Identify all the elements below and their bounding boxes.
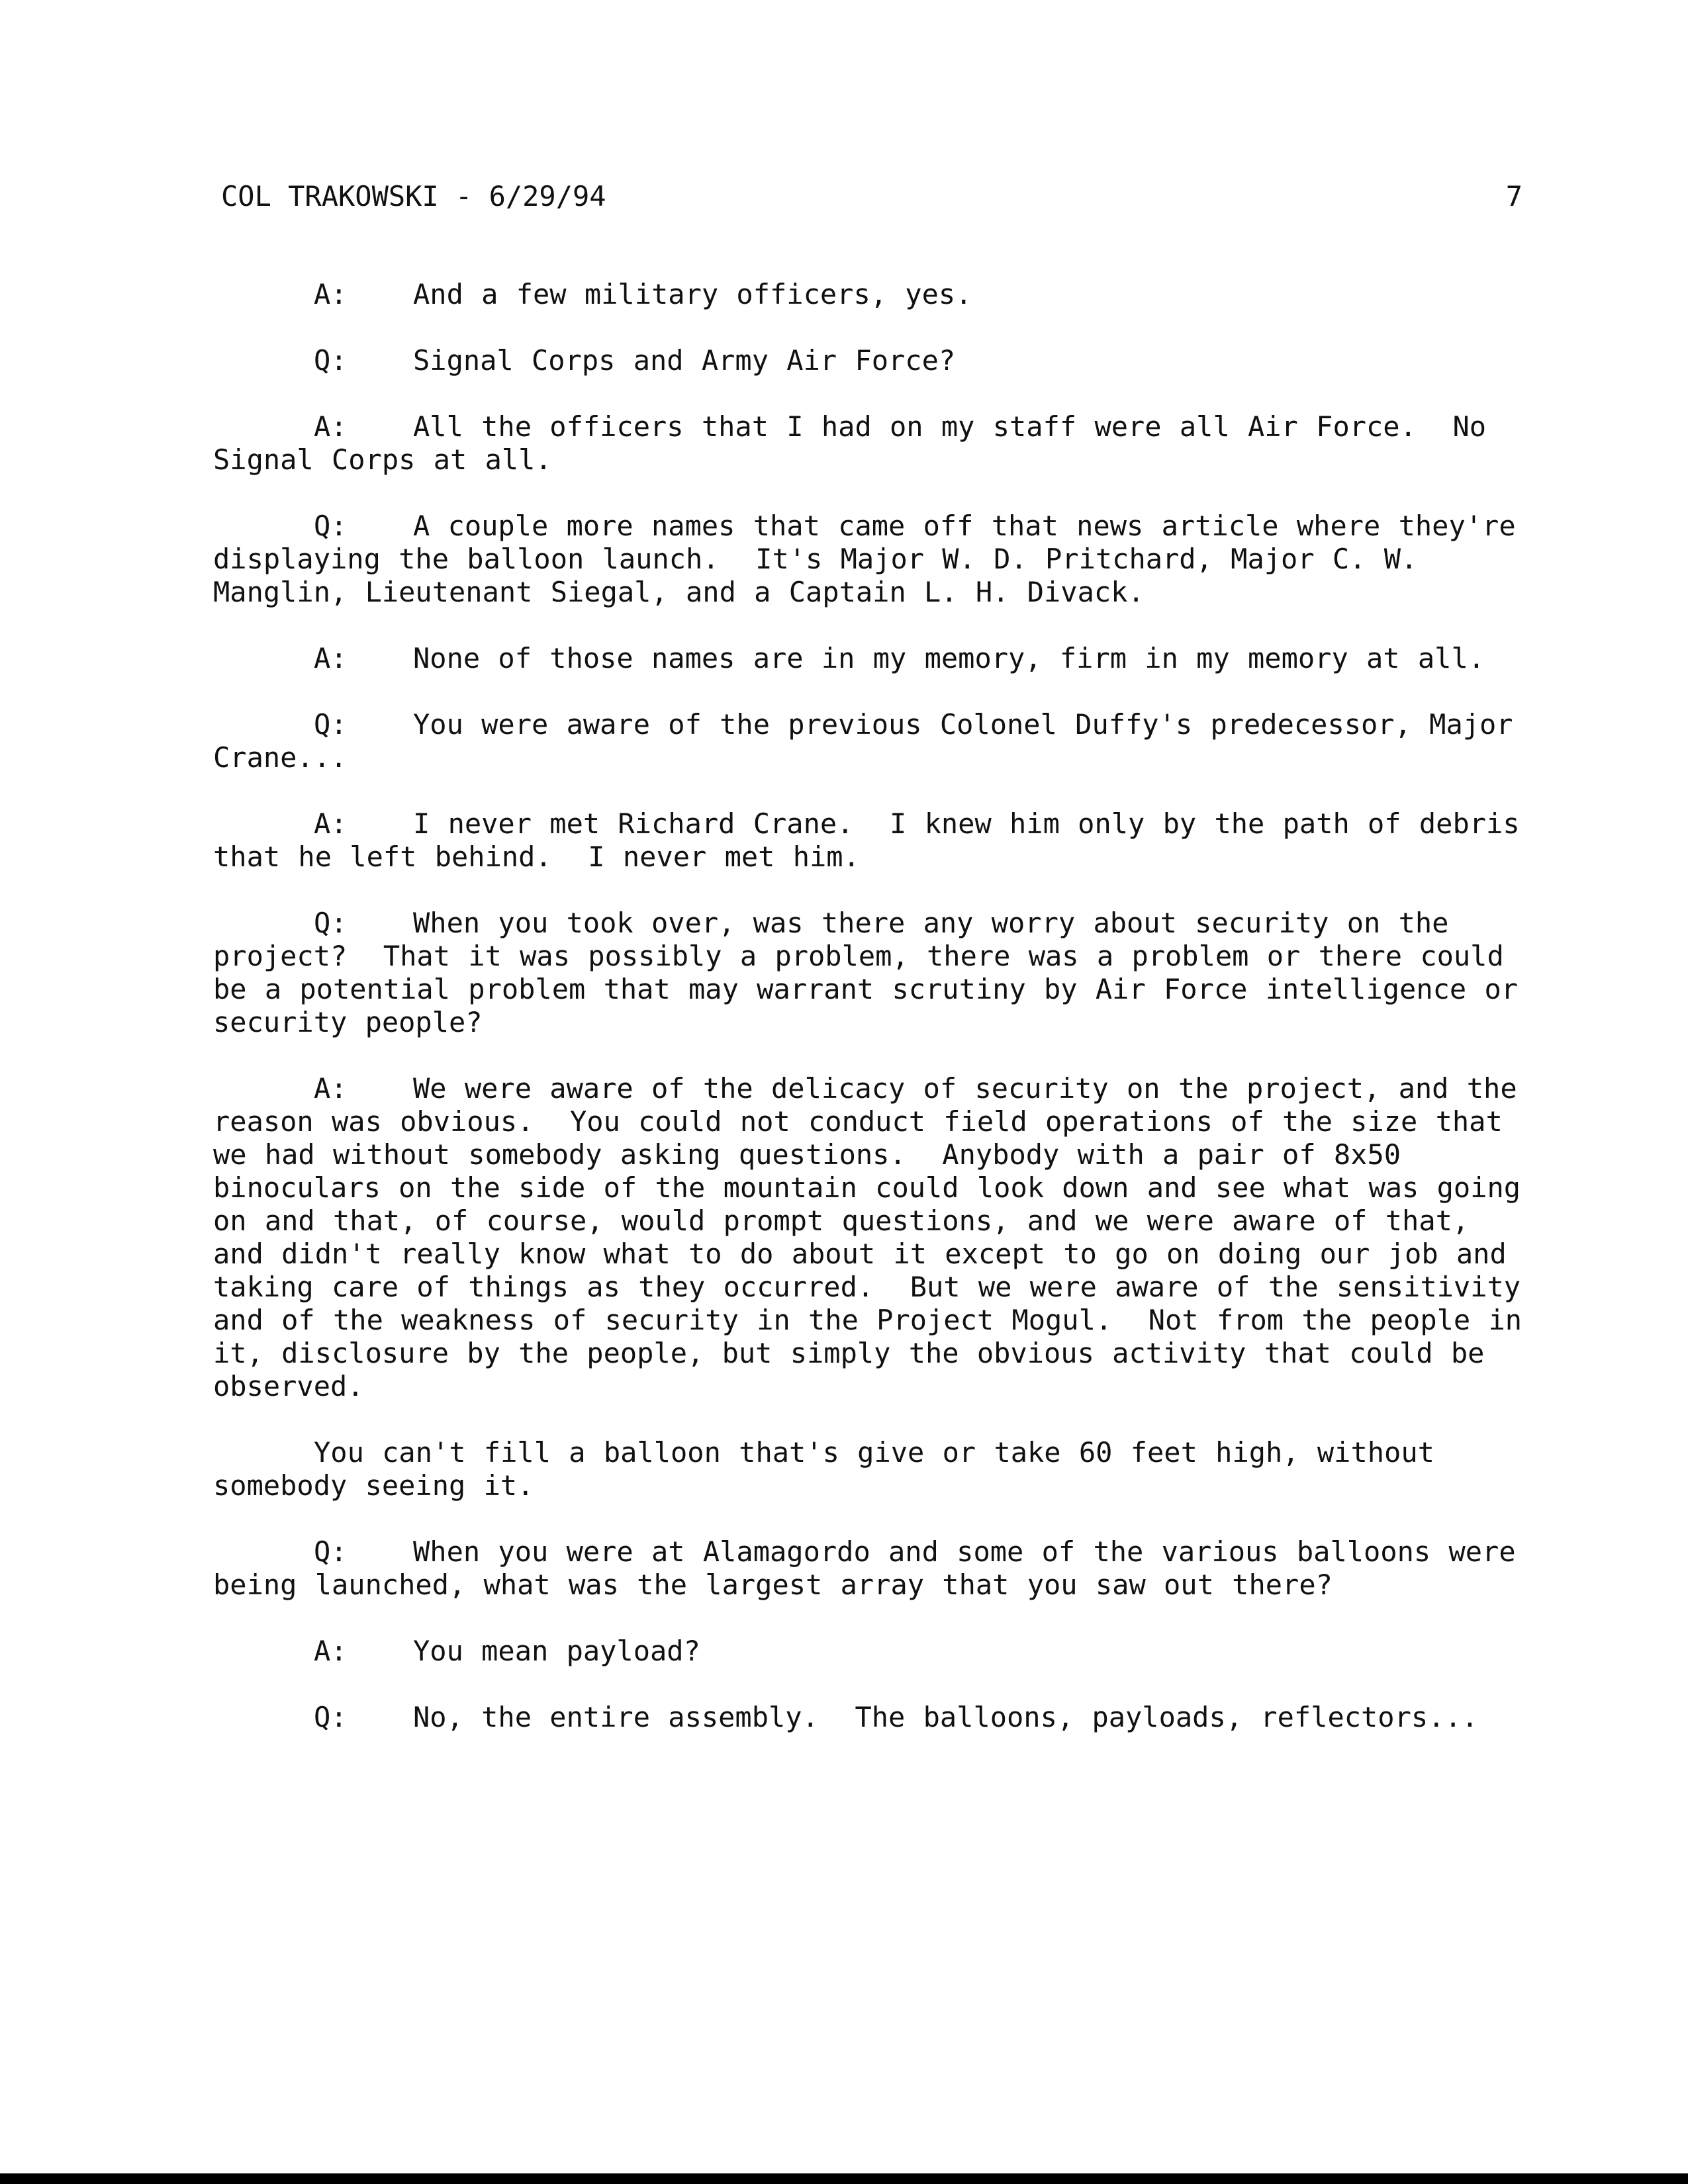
paragraph-text: When you took over, was there any worry about security on the project? That it was possibly a problem, there was a problem or there could be a potential problem that may warrant scrutiny by Air Force intelligence or security people?	[213, 907, 1536, 1038]
transcript-paragraph	[213, 1436, 1530, 1502]
paragraph-text: We were aware of the delicacy of security on the project, and the reason was obvious. You could not conduct field operations of the size that we had without somebody asking questions. Anybody with a pair of 8x50 binoculars on the side of the mountain could look down and see what was going on and that, of course, would prompt questions, and we were aware of that, and didn't really know what to do about it except to go on doing our job and taking care of things as they occurred. But we were aware of the sensitivity and of the weakness of security in the Project Mogul. Not from the people in it, disclosure by the people, but simply the obvious activity that could be observed.	[213, 1072, 1540, 1402]
transcript-paragraph	[213, 278, 1530, 311]
speaker-label: A:	[314, 642, 348, 674]
transcript-paragraph	[213, 807, 1538, 874]
paragraph-text: I never met Richard Crane. I knew him only by the path of debris that he left behind. I never met him.	[213, 807, 1538, 873]
paragraph-text: And a few military officers, yes.	[413, 278, 972, 310]
speaker-label: Q:	[314, 708, 348, 741]
speaker-label: A:	[314, 807, 348, 840]
transcript-paragraph	[213, 1535, 1534, 1602]
paragraph-text: A couple more names that came off that news article where they're displaying the balloon launch. It's Major W. D. Pritchard, Major C. W. Manglin, Lieutenant Siegal, and a Captain L. H. Divack.	[213, 510, 1534, 608]
paragraph-text: You mean payload?	[413, 1635, 700, 1667]
speaker-label: Q:	[314, 907, 348, 939]
transcript-paragraph	[213, 642, 1530, 675]
speaker-label: A:	[314, 1635, 348, 1667]
transcript-paragraph	[213, 907, 1536, 1039]
paragraph-text: When you were at Alamagordo and some of the various balloons were being launched, what was the largest array that you saw out there?	[213, 1535, 1534, 1601]
paragraph-text: All the officers that I had on my staff were all Air Force. No Signal Corps at all.	[213, 410, 1505, 476]
speaker-label: Q:	[314, 1701, 348, 1733]
transcript-paragraph	[213, 410, 1530, 477]
document-title: COL TRAKOWSKI - 6/29/94	[221, 180, 606, 212]
transcript-paragraph	[213, 344, 1530, 377]
paragraph-text: No, the entire assembly. The balloons, payloads, reflectors...	[413, 1701, 1479, 1733]
speaker-label: Q:	[314, 344, 348, 377]
speaker-label: A:	[314, 1072, 348, 1105]
paragraph-text: Signal Corps and Army Air Force?	[413, 344, 956, 377]
paragraph-text: You can't fill a balloon that's give or take 60 feet high, without somebody seeing it.	[213, 1436, 1453, 1502]
scan-edge-bar	[0, 2173, 1688, 2184]
page-number: 7	[1505, 180, 1523, 212]
transcript-paragraph	[213, 1072, 1540, 1403]
transcript-paragraph	[213, 1701, 1530, 1734]
paragraph-text: None of those names are in my memory, firm in my memory at all.	[413, 642, 1485, 674]
paragraph-text: You were aware of the previous Colonel Duffy's predecessor, Major Crane...	[213, 708, 1531, 774]
speaker-label: Q:	[314, 510, 348, 542]
speaker-label: Q:	[314, 1535, 348, 1568]
speaker-label: A:	[314, 278, 348, 310]
transcript-paragraph	[213, 708, 1530, 774]
transcript-paragraph	[213, 1635, 1530, 1668]
transcript-paragraph	[213, 510, 1534, 609]
transcript-body	[213, 278, 1540, 1767]
speaker-label: A:	[314, 410, 348, 443]
